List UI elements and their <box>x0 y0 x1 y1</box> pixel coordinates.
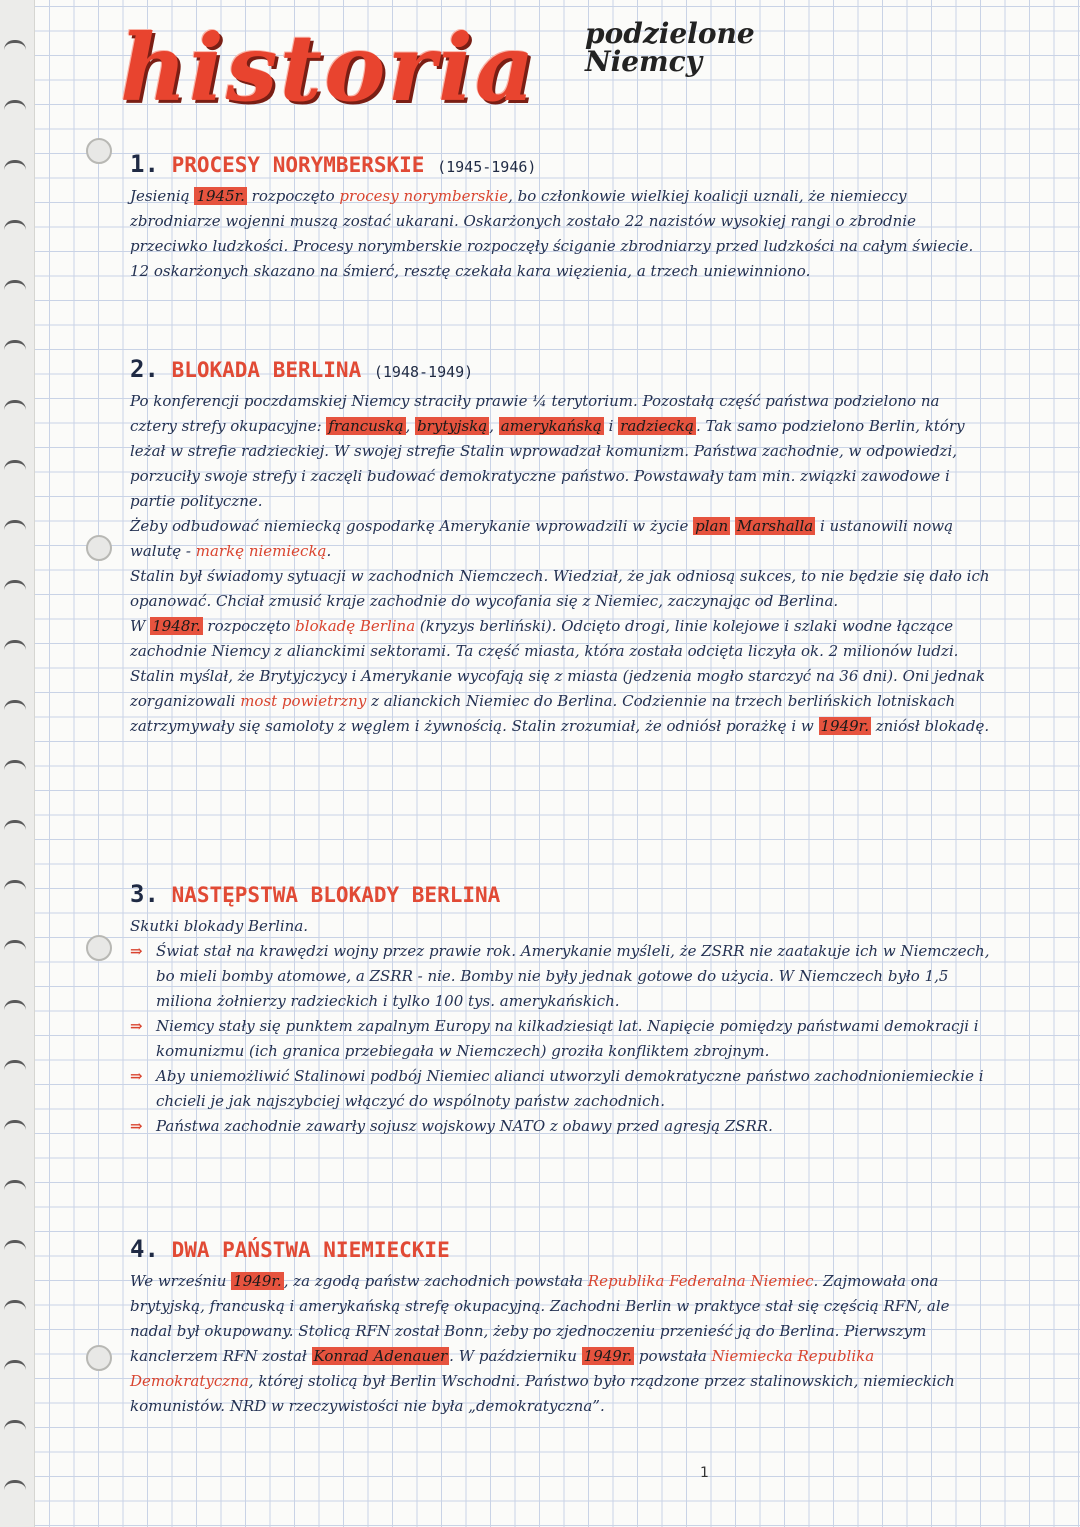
paragraph: Żeby odbudować niemiecką gospodarkę Amerykanie wprowadzili w życie plan Marshalla i ustanowili nową walutę - markę niemiecką. <box>130 517 954 560</box>
arrow-icon: ⇒ <box>130 1017 143 1035</box>
term-highlight: Marshalla <box>736 517 814 535</box>
ring-icon <box>4 1300 26 1314</box>
key-term: markę niemiecką <box>195 542 327 560</box>
key-term: Niemiecka Republika Demokratyczna <box>130 1347 875 1390</box>
section-3 <box>130 880 990 1139</box>
date-highlight: 1949r. <box>583 1347 633 1365</box>
section-body <box>130 1269 990 1419</box>
page-number: 1 <box>700 1465 709 1481</box>
ring-icon <box>4 220 26 234</box>
zone-highlight: francuską <box>328 417 404 435</box>
ring-icon <box>4 160 26 174</box>
ring-icon <box>4 340 26 354</box>
section-heading: 3. NASTĘPSTWA BLOKADY BERLINA <box>130 880 501 908</box>
term-highlight: plan <box>695 517 729 535</box>
section-body <box>130 389 990 739</box>
section-4 <box>130 1235 990 1419</box>
ring-icon <box>4 1180 26 1194</box>
punch-hole <box>86 535 112 561</box>
section-intro: Skutki blokady Berlina. <box>130 917 309 935</box>
ring-icon <box>4 760 26 774</box>
ring-icon <box>4 940 26 954</box>
ring-icon <box>4 520 26 534</box>
key-term: procesy norymberskie <box>339 187 509 205</box>
list-item: ⇒ Świat stał na krawędzi wojny przez prawie rok. Amerykanie myśleli, że ZSRR nie zaatakuje ich w Niemczech, bo mieli bomby atomowe, a ZSRR - nie. Bomby nie były jednak gotowe do użycia. W Niemczech było 1,5 miliona żołnierzy radzieckich i tylko 100 tys. amerykańskich. <box>130 939 990 1014</box>
section-heading: 1. PROCESY NORYMBERSKIE (1945-1946) <box>130 150 537 178</box>
paragraph: Stalin był świadomy sytuacji w zachodnich Niemczech. Wiedział, że jak odniosą sukces, to nie będzie się dało ich opanować. Chciał zmusić kraje zachodnie do wycofania się z Niemiec, zaczynając od Berlina. <box>130 567 990 610</box>
ring-icon <box>4 460 26 474</box>
section-heading: 4. DWA PAŃSTWA NIEMIECKIE <box>130 1235 450 1263</box>
ring-icon <box>4 820 26 834</box>
ring-icon <box>4 280 26 294</box>
arrow-icon: ⇒ <box>130 942 143 960</box>
ring-icon <box>4 700 26 714</box>
paragraph: We wrześniu 1949r. , za zgodą państw zachodnich powstała Republika Federalna Niemiec. Zajmowała ona brytyjską, francuską i amerykańską strefę okupacyjną. Zachodni Berlin w praktyce stał się częścią RFN, ale nadal był okupowany. Stolicą RFN został Bonn, żeby po zjednoczeniu przenieść ją do Berlina. Pierwszym kanclerzem RFN został Konrad Adenauer . W październiku 1949r. powstała Niemiecka Republika Demokratyczna, której stolicą był Berlin Wschodni. Państwo było rządzone przez stalinowskich, niemieckich komunistów. NRD w rzeczywistości nie była „demokratyczna”. <box>130 1272 955 1415</box>
ring-icon <box>4 1060 26 1074</box>
zone-highlight: brytyjską <box>417 417 488 435</box>
zone-highlight: amerykańską <box>500 417 602 435</box>
section-1 <box>130 150 990 284</box>
zone-highlight: radziecką <box>620 417 694 435</box>
punch-hole <box>86 935 112 961</box>
paragraph: Jesienią 1945r. rozpoczęto procesy norymberskie, bo członkowie wielkiej koalicji uznali, że niemieccy zbrodniarze wojenni muszą zostać ukarani. Oskarżonych zostało 22 nazistów wysokiej rangi o zbrodnie przeciwko ludzkości. Procesy norymberskie rozpoczęły ściganie zbrodniarzy przed ludzkości na całym świecie. 12 oskarżonych skazano na śmierć, resztę czekała kara więzienia, a trzech uniewinniono. <box>130 187 974 280</box>
arrow-icon: ⇒ <box>130 1117 143 1135</box>
ring-icon <box>4 1480 26 1494</box>
date-highlight: 1949r. <box>820 717 869 735</box>
ring-icon <box>4 400 26 414</box>
ring-icon <box>4 580 26 594</box>
section-body <box>130 914 990 1139</box>
name-highlight: Konrad Adenauer <box>313 1347 448 1365</box>
punch-hole <box>86 1345 112 1371</box>
ring-icon <box>4 100 26 114</box>
ring-icon <box>4 880 26 894</box>
date-highlight: 1948r. <box>152 617 201 635</box>
date-highlight: 1949r. <box>233 1272 282 1290</box>
page-subtitle: podzielone Niemcy <box>585 17 755 78</box>
list-item: ⇒ Aby uniemożliwić Stalinowi podbój Niemiec alianci utworzyli demokratyczne państwo zachodnioniemieckie i chcieli je jak najszybciej włączyć do wspólnoty państw zachodnich. <box>130 1064 990 1114</box>
ring-icon <box>4 1240 26 1254</box>
paragraph: Po konferencji poczdamskiej Niemcy straciły prawie ¼ terytorium. Pozostałą część państwa podzielono na cztery strefy okupacyjne: francuską , brytyjską , amerykańską i radziecką . Tak samo podzielono Berlin, który leżał w strefie radzieckiej. W swojej strefie Stalin wprowadzał komunizm. Państwa zachodnie, w odpowiedzi, porzuciły swoje strefy i zaczęli budować demokratyczne państwo. Powstawały tam min. związki zawodowe i partie polityczne. <box>130 392 965 510</box>
section-2 <box>130 355 990 739</box>
page-title: historia <box>120 14 537 122</box>
ring-icon <box>4 1420 26 1434</box>
paragraph: W 1948r. rozpoczęto blokadę Berlina (kryzys berliński). Odcięto drogi, linie kolejowe i szlaki wodne łączące zachodnie Niemcy z alianckimi sektorami. Ta część miasta, która została odcięta liczyła ok. 2 milionów ludzi. Stalin myślał, że Brytyjczycy i Amerykanie wycofają się z miasta (jedzenia mogło starczyć na 36 dni). Oni jednak zorganizowali most powietrzny z alianckich Niemiec do Berlina. Codziennie na trzech berlińskich lotniskach zatrzymywały się samoloty z węglem i żywnością. Stalin zrozumiał, że odniósł porażkę i w 1949r. zniósł blokadę. <box>130 617 990 735</box>
ring-icon <box>4 1120 26 1134</box>
section-heading: 2. BLOKADA BERLINA (1948-1949) <box>130 355 474 383</box>
ring-icon <box>4 1000 26 1014</box>
spiral-binding <box>0 0 35 1527</box>
key-term: Republika Federalna Niemiec <box>587 1272 814 1290</box>
ring-icon <box>4 40 26 54</box>
list-item: ⇒ Państwa zachodnie zawarły sojusz wojskowy NATO z obawy przed agresją ZSRR. <box>130 1114 990 1139</box>
date-highlight: 1945r. <box>196 187 245 205</box>
key-term: blokadę Berlina <box>295 617 416 635</box>
key-term: most powietrzny <box>240 692 367 710</box>
ring-icon <box>4 1360 26 1374</box>
list-item: ⇒ Niemcy stały się punktem zapalnym Europy na kilkadziesiąt lat. Napięcie pomiędzy państwami demokracji i komunizmu (ich granica przebiegała w Niemczech) groziła konfliktem zbrojnym. <box>130 1014 990 1064</box>
arrow-icon: ⇒ <box>130 1067 143 1085</box>
punch-hole <box>86 138 112 164</box>
ring-icon <box>4 640 26 654</box>
section-body <box>130 184 990 284</box>
